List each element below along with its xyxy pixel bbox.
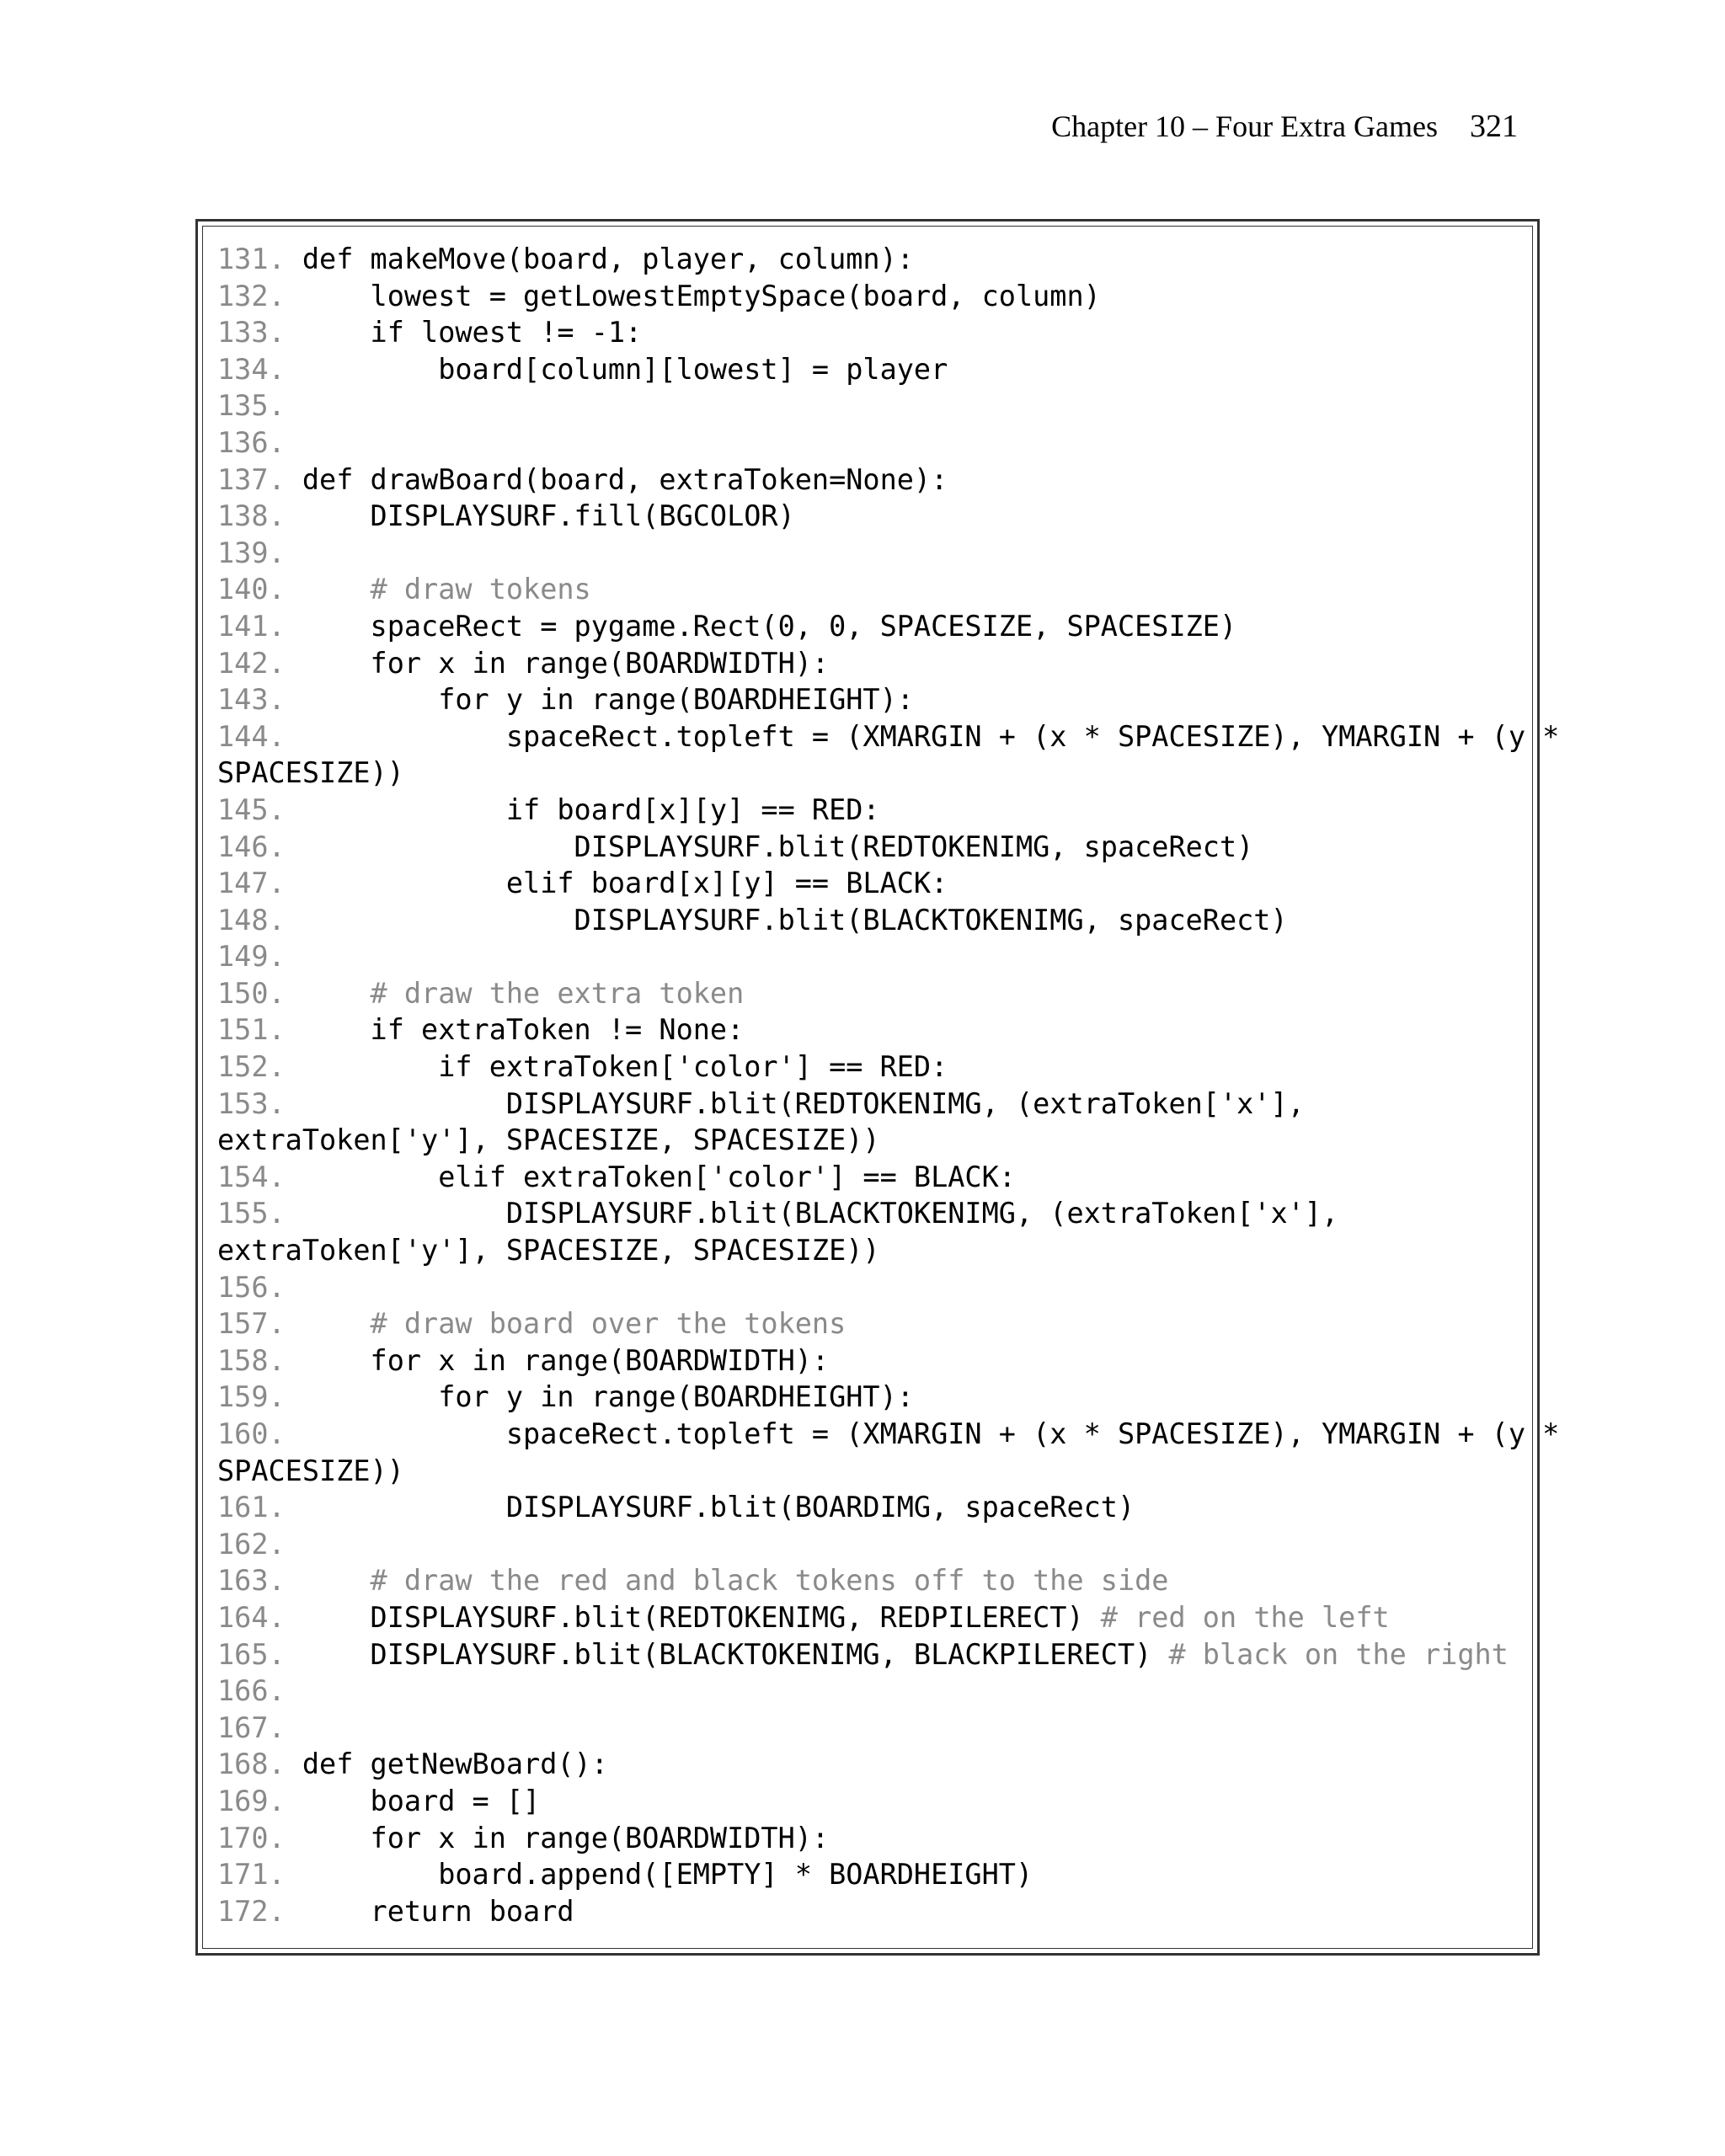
code-line [217, 938, 1531, 975]
line-number: 160. [217, 1417, 286, 1450]
code-comment: # draw the extra token [370, 976, 745, 1010]
line-number: 148. [217, 903, 286, 937]
code-text: if board[x][y] == RED: [285, 792, 880, 826]
code-text: def makeMove(board, player, column): [285, 243, 914, 275]
line-number: 152. [217, 1050, 286, 1084]
code-line [217, 278, 1531, 315]
line-number: 171. [217, 1858, 286, 1892]
line-number: 149. [217, 940, 286, 974]
code-line [217, 1599, 1531, 1636]
code-text: spaceRect = pygame.Rect(0, 0, SPACESIZE, SPACESIZE) [285, 609, 1237, 643]
code-text [286, 977, 371, 1010]
code-line [217, 1636, 1531, 1673]
code-line [217, 1416, 1560, 1453]
line-number: 165. [217, 1637, 286, 1671]
code-comment: # draw the red and black tokens off to the side [370, 1564, 1169, 1598]
chapter-title: Chapter 10 – Four Extra Games [1051, 109, 1438, 143]
code-line [217, 681, 1531, 718]
code-text: spaceRect.topleft = (XMARGIN + (x * SPACESIZE), YMARGIN + (y * [285, 1417, 1560, 1450]
code-text: for y in range(BOARDHEIGHT): [285, 1380, 914, 1414]
code-line [217, 1893, 1531, 1930]
line-number: 162. [217, 1527, 286, 1561]
line-number: 168. [217, 1748, 286, 1781]
line-number: 164. [217, 1600, 286, 1634]
code-text: for x in range(BOARDWIDTH): [285, 1343, 830, 1377]
code-comment: # black on the right [1168, 1637, 1509, 1671]
line-number: 150. [217, 976, 286, 1010]
line-number: 158. [217, 1343, 286, 1377]
line-number: 161. [217, 1491, 286, 1524]
code-line [217, 792, 1531, 829]
code-line [217, 1820, 1531, 1857]
code-text: if extraToken != None: [285, 1013, 745, 1047]
line-number: 140. [217, 573, 286, 606]
code-text: DISPLAYSURF.blit(REDTOKENIMG, REDPILERECT) [285, 1600, 1101, 1634]
code-text: DISPLAYSURF.blit(REDTOKENIMG, (extraToken['x'], [285, 1086, 1305, 1120]
code-line [217, 1379, 1531, 1416]
code-line [217, 645, 1531, 682]
code-text: for y in range(BOARDHEIGHT): [285, 683, 914, 717]
code-line [217, 1856, 1531, 1893]
code-text: extraToken['y'], SPACESIZE, SPACESIZE)) [217, 1123, 880, 1157]
line-number: 159. [217, 1380, 286, 1414]
line-number: 143. [217, 683, 286, 717]
line-number: 144. [217, 719, 286, 753]
line-number: 136. [217, 425, 286, 459]
code-line [217, 1783, 1531, 1820]
code-line [217, 1489, 1531, 1526]
code-text: SPACESIZE)) [217, 756, 404, 790]
code-text: DISPLAYSURF.blit(BLACKTOKENIMG, (extraToken['x'], [285, 1197, 1339, 1230]
line-number: 142. [217, 646, 286, 680]
code-text: return board [285, 1894, 574, 1928]
line-number: 166. [217, 1674, 286, 1708]
code-text [286, 1307, 371, 1340]
code-line [217, 1086, 1531, 1123]
code-text: for x in range(BOARDWIDTH): [285, 646, 830, 680]
code-line [217, 351, 1531, 388]
code-line [217, 498, 1531, 535]
code-line-continuation [217, 1453, 1531, 1490]
code-line [217, 387, 1531, 424]
code-text: board = [] [285, 1784, 541, 1817]
code-line [217, 975, 1531, 1012]
line-number: 138. [217, 499, 286, 533]
code-line [217, 1011, 1531, 1049]
code-line-continuation [217, 1232, 1531, 1269]
code-line [217, 424, 1531, 462]
line-number: 172. [217, 1894, 286, 1928]
line-number: 153. [217, 1086, 286, 1120]
line-number: 163. [217, 1564, 286, 1598]
code-line [217, 571, 1531, 608]
line-number: 157. [217, 1307, 286, 1341]
code-comment: # red on the left [1100, 1600, 1390, 1634]
code-line [217, 1673, 1531, 1710]
line-number: 169. [217, 1784, 286, 1817]
code-line [217, 1159, 1531, 1196]
code-comment: # draw board over the tokens [370, 1307, 846, 1341]
code-text: lowest = getLowestEmptySpace(board, column) [285, 279, 1101, 312]
code-line-continuation [217, 1122, 1531, 1159]
code-line [217, 1526, 1531, 1563]
line-number: 167. [217, 1710, 286, 1744]
code-text: DISPLAYSURF.blit(REDTOKENIMG, spaceRect) [285, 830, 1254, 863]
line-number: 145. [217, 792, 286, 826]
code-line [217, 718, 1560, 755]
code-line [217, 314, 1531, 351]
code-text: DISPLAYSURF.blit(BLACKTOKENIMG, spaceRect) [285, 903, 1288, 937]
code-text: def drawBoard(board, extraToken=None): [285, 462, 948, 496]
code-text: board.append([EMPTY] * BOARDHEIGHT) [285, 1858, 1033, 1892]
line-number: 141. [217, 609, 286, 643]
code-line [217, 1195, 1531, 1232]
code-line [217, 241, 1531, 278]
line-number: 146. [217, 830, 286, 863]
code-text: elif board[x][y] == BLACK: [285, 867, 948, 900]
code-listing [217, 241, 1560, 1929]
line-number: 135. [217, 389, 286, 423]
line-number: 134. [217, 352, 286, 386]
code-line [217, 829, 1531, 866]
code-text: if lowest != -1: [285, 316, 643, 350]
code-text: spaceRect.topleft = (XMARGIN + (x * SPACESIZE), YMARGIN + (y * [285, 719, 1560, 753]
code-line [217, 1269, 1531, 1306]
line-number: 139. [217, 536, 286, 569]
code-text: def getNewBoard(): [285, 1748, 608, 1781]
code-line [217, 1342, 1531, 1380]
line-number: 154. [217, 1160, 286, 1193]
line-number: 147. [217, 867, 286, 900]
code-line [217, 865, 1531, 902]
code-line [217, 1049, 1531, 1086]
code-line [217, 1305, 1531, 1342]
page-header [1051, 108, 1518, 145]
code-text: extraToken['y'], SPACESIZE, SPACESIZE)) [217, 1234, 880, 1267]
line-number: 133. [217, 316, 286, 350]
page-number: 321 [1470, 109, 1518, 144]
line-number: 132. [217, 279, 286, 312]
code-comment: # draw tokens [370, 573, 591, 606]
line-number: 131. [217, 243, 286, 275]
code-line [217, 1710, 1531, 1747]
code-text: board[column][lowest] = player [285, 352, 948, 386]
code-text [286, 573, 371, 606]
code-text: for x in range(BOARDWIDTH): [285, 1821, 830, 1854]
code-line [217, 902, 1531, 939]
line-number: 137. [217, 462, 286, 496]
code-line [217, 535, 1531, 572]
code-line [217, 1746, 1531, 1783]
code-line [217, 608, 1531, 645]
code-text: DISPLAYSURF.blit(BLACKTOKENIMG, BLACKPILERECT) [285, 1637, 1169, 1671]
code-text: elif extraToken['color'] == BLACK: [285, 1160, 1016, 1193]
line-number: 155. [217, 1197, 286, 1230]
code-text: DISPLAYSURF.blit(BOARDIMG, spaceRect) [285, 1491, 1135, 1524]
code-line [217, 462, 1531, 499]
line-number: 151. [217, 1013, 286, 1047]
code-text [286, 1564, 371, 1597]
line-number: 170. [217, 1821, 286, 1854]
line-number: 156. [217, 1270, 286, 1304]
code-text: DISPLAYSURF.fill(BGCOLOR) [285, 499, 795, 533]
code-line [217, 1562, 1531, 1599]
code-text: if extraToken['color'] == RED: [285, 1050, 948, 1084]
code-text: SPACESIZE)) [217, 1454, 404, 1487]
code-line-continuation [217, 755, 1531, 792]
